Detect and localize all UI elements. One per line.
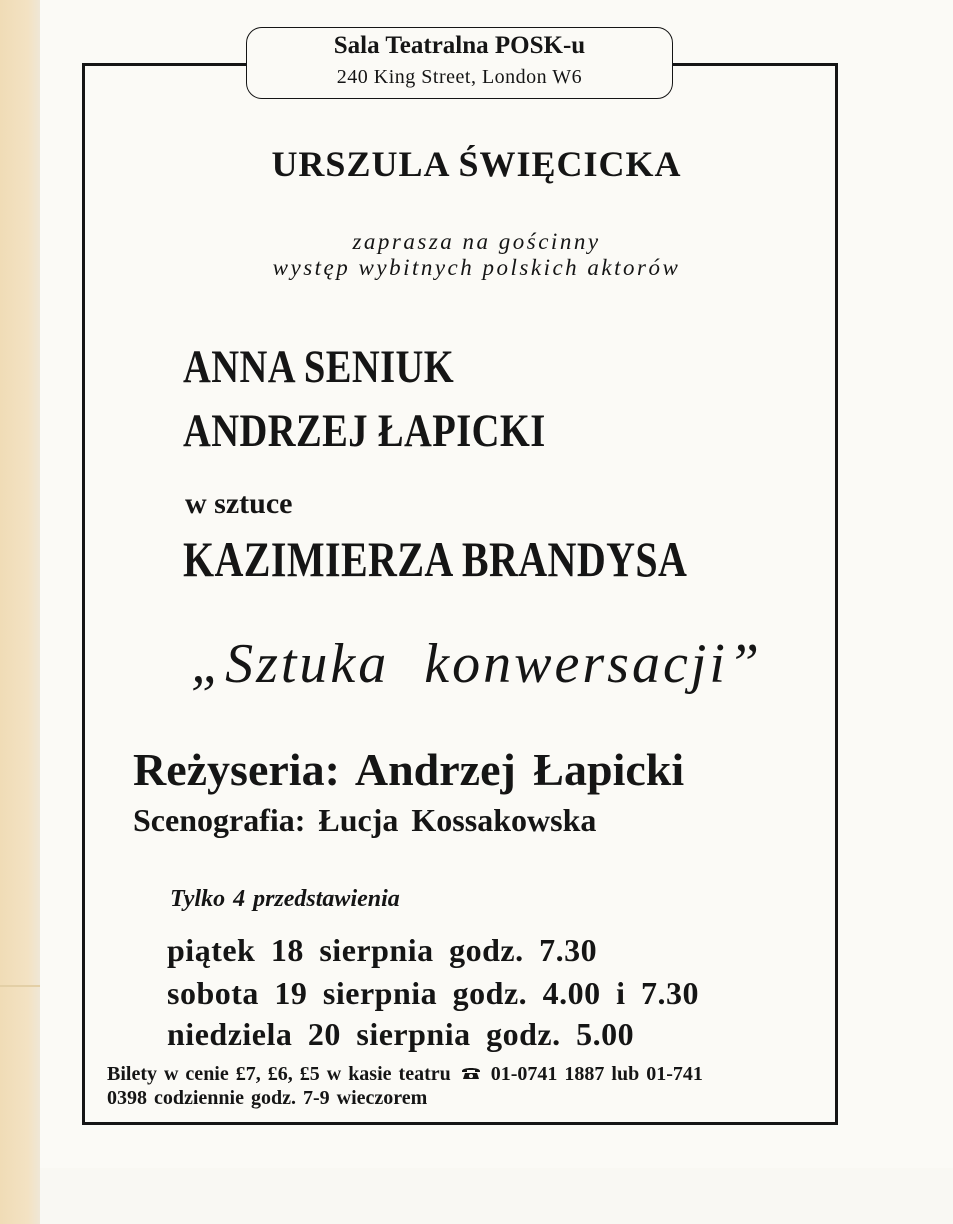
ticket-info	[107, 1062, 703, 1110]
invitation-line-1: zaprasza na gościnny	[352, 229, 601, 254]
venue-name: Sala Teatralna POSK-u	[333, 32, 586, 59]
scenography-credit: Scenografia: Łucja Kossakowska	[133, 802, 597, 838]
actor-1: ANNA SENIUK	[183, 341, 455, 393]
in-play-label: w sztuce	[185, 487, 293, 520]
host-name: URSZULA ŚWIĘCICKA	[271, 144, 682, 184]
ticket-hours: 0398 codziennie godz. 7-9 wieczorem	[107, 1087, 428, 1109]
ticket-info-prefix: Bilety w cenie £7, £6, £5 w kasie teatru	[107, 1063, 451, 1085]
actor-2: ANDRZEJ ŁAPICKI	[183, 405, 546, 457]
play-title: „Sztuka konwersacji”	[190, 633, 763, 695]
performances-note: Tylko 4 przedstawienia	[170, 886, 400, 912]
ticket-phones: 01-0741 1887 lub 01-741	[490, 1063, 703, 1085]
invitation-line-2: występ wybitnych polskich aktorów	[272, 255, 681, 280]
performance-3: niedziela 20 sierpnia godz. 5.00	[167, 1016, 635, 1052]
venue-address: 240 King Street, London W6	[336, 66, 583, 88]
director-credit: Reżyseria: Andrzej Łapicki	[133, 744, 685, 795]
performance-2: sobota 19 sierpnia godz. 4.00 i 7.30	[167, 975, 700, 1011]
telephone-icon	[460, 1066, 482, 1081]
venue-box	[246, 27, 673, 99]
performance-1: piątek 18 sierpnia godz. 7.30	[167, 932, 598, 968]
poster-bottom-margin	[40, 1168, 953, 1224]
author-name: KAZIMIERZA BRANDYSA	[183, 531, 688, 587]
